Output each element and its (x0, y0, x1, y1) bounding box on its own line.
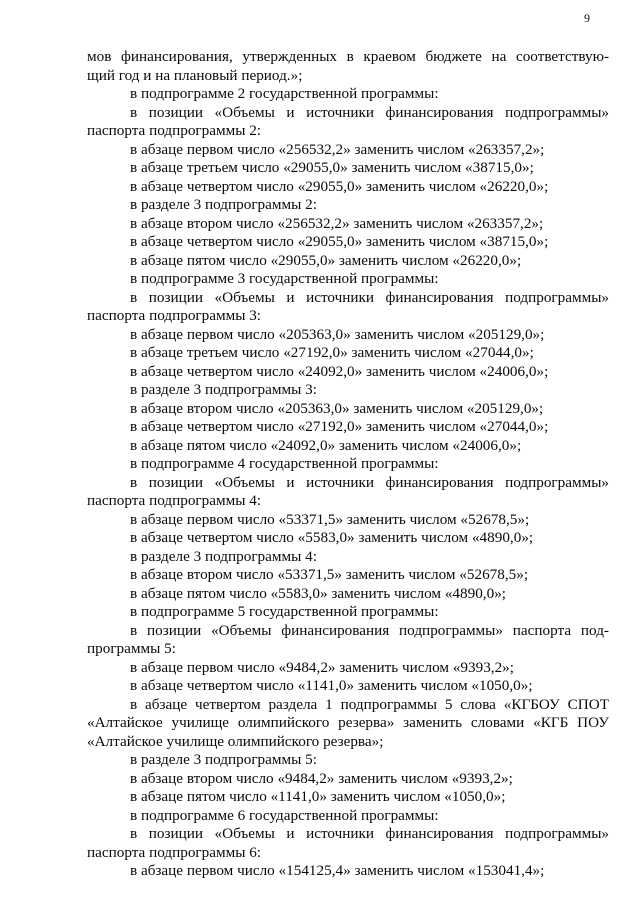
text-line: в подпрограмме 4 государственной программы: (130, 455, 439, 472)
text-line: в разделе 3 подпрограммы 5: (130, 751, 317, 768)
text-line: паспорта подпрограммы 4: (87, 492, 262, 509)
text-line: в позиции «Объемы и источники финансирования подпрограммы» (130, 473, 609, 491)
text-line: в подпрограмме 3 государственной программы: (130, 270, 439, 287)
text-line: в абзаце пятом число «5583,0» заменить числом «4890,0»; (130, 584, 507, 602)
text-line: паспорта подпрограммы 2: (87, 122, 262, 139)
text-line: в абзаце первом число «9484,2» заменить числом «9393,2»; (130, 658, 514, 676)
text-line: в позиции «Объемы финансирования подпрограммы» паспорта под- (130, 621, 609, 639)
text-line: в абзаце пятом число «29055,0» заменить числом «26220,0»; (130, 251, 522, 269)
text-line: в позиции «Объемы и источники финансирования подпрограммы» (130, 103, 609, 121)
text-line: в абзаце третьем число «27192,0» заменить числом «27044,0»; (130, 344, 534, 361)
text-line: в разделе 3 подпрограммы 3: (130, 381, 317, 398)
page-number: 9 (584, 11, 590, 25)
text-line: мов финансирования, утвержденных в краевом бюджете на соответствую- (87, 48, 609, 65)
text-line: в подпрограмме 6 государственной программы: (130, 806, 439, 824)
text-line: паспорта подпрограммы 6: (87, 843, 262, 861)
text-line: в абзаце первом число «256532,2» заменить числом «263357,2»; (130, 140, 545, 158)
text-line: в абзаце пятом число «1141,0» заменить числом «1050,0»; (130, 788, 506, 805)
text-line: программы 5: (87, 640, 176, 657)
text-line: в абзаце первом число «154125,4» заменить числом «153041,4»; (130, 862, 545, 879)
text-line: в абзаце четвертом число «27192,0» заменить числом «27044,0»; (130, 418, 549, 435)
text-line: в абзаце втором число «205363,0» заменить числом «205129,0»; (130, 399, 544, 417)
text-line: в подпрограмме 5 государственной программы: (130, 603, 439, 620)
text-line: в абзаце четвертом число «29055,0» заменить числом «26220,0»; (130, 177, 549, 195)
text-line: паспорта подпрограммы 3: (87, 307, 262, 324)
text-line: в разделе 3 подпрограммы 2: (130, 196, 317, 213)
text-line: в позиции «Объемы и источники финансирования подпрограммы» (130, 825, 609, 842)
text-line: в абзаце четвертом число «24092,0» заменить числом «24006,0»; (130, 362, 549, 380)
text-line: в подпрограмме 2 государственной программы: (130, 85, 439, 102)
text-line: в абзаце первом число «205363,0» заменить числом «205129,0»; (130, 325, 545, 343)
text-line: в абзаце пятом число «24092,0» заменить числом «24006,0»; (130, 436, 522, 454)
text-line: в абзаце первом число «53371,5» заменить числом «52678,5»; (130, 510, 530, 528)
text-line: в разделе 3 подпрограммы 4: (130, 547, 317, 565)
text-line: «Алтайское училище олимпийского резерва» заменить словами «КГБ ПОУ (87, 714, 609, 731)
text-line: в абзаце втором число «256532,2» заменить числом «263357,2»; (130, 214, 544, 232)
text-line: щий год и на плановый период.»; (87, 66, 303, 84)
text-line: «Алтайское училище олимпийского резерва»; (87, 732, 384, 750)
text-line: в абзаце четвертом раздела 1 подпрограммы 5 слова «КГБОУ СПОТ (130, 695, 609, 713)
text-line: в абзаце четвертом число «1141,0» заменить числом «1050,0»; (130, 677, 533, 694)
text-line: в абзаце втором число «53371,5» заменить числом «52678,5»; (130, 566, 529, 583)
text-line: в абзаце четвертом число «5583,0» заменить числом «4890,0»; (130, 529, 534, 546)
text-line: в абзаце третьем число «29055,0» заменить числом «38715,0»; (130, 159, 534, 176)
text-line: в позиции «Объемы и источники финансирования подпрограммы» (130, 288, 609, 306)
document-text (87, 48, 609, 881)
text-line: в абзаце втором число «9484,2» заменить числом «9393,2»; (130, 769, 513, 787)
text-line: в абзаце четвертом число «29055,0» заменить числом «38715,0»; (130, 233, 549, 250)
